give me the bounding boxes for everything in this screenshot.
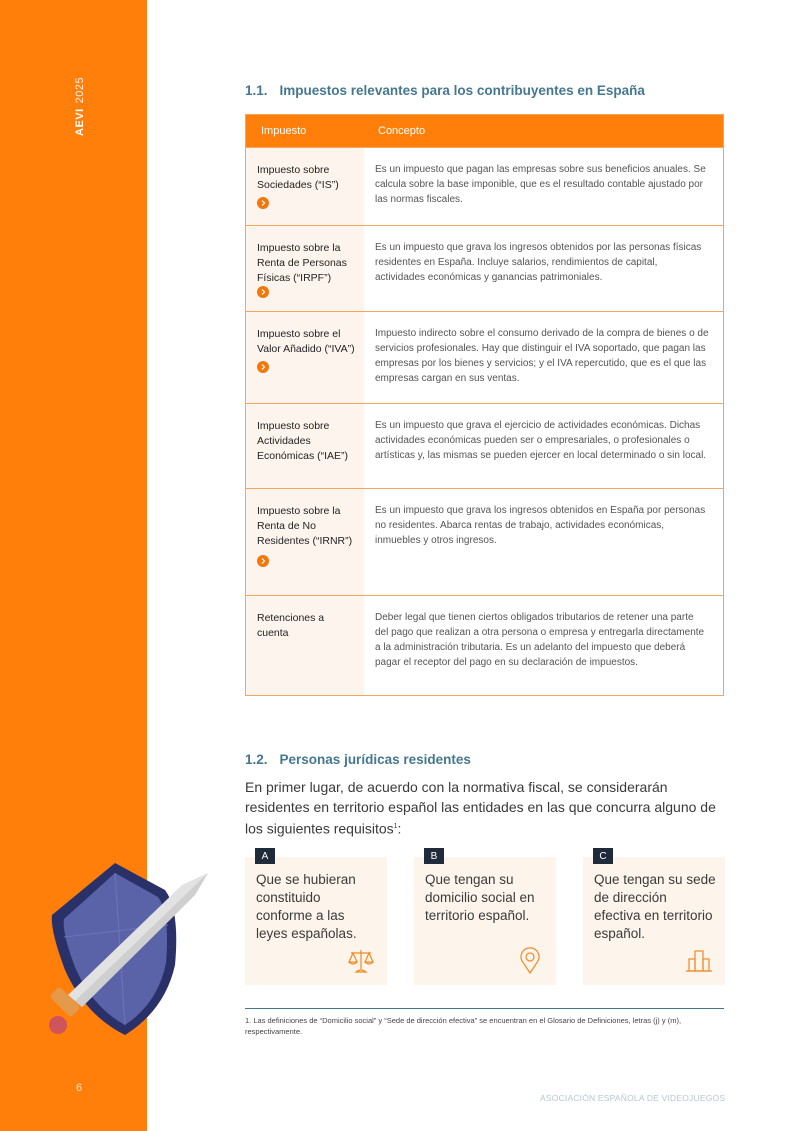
tax-name-cell	[246, 489, 364, 595]
section-number: 1.2.	[245, 752, 268, 767]
card-text: Que se hubieran constituido conforme a las leyes españolas.	[256, 872, 357, 941]
footnote-divider	[245, 1008, 724, 1009]
requirement-card-c	[583, 850, 725, 985]
tax-name: Impuesto sobre la Renta de Personas Físicas (“IRPF”)	[257, 242, 347, 284]
tax-concept: Impuesto indirecto sobre el consumo derivado de la compra de bienes o de servicios profesionales. Hay que distinguir el IVA soportado, que pagan las empresas por los bienes y servicios; y el IVA repercutido, que es el que las empresas cargan en sus ventas.	[375, 328, 709, 384]
chevron-right-icon[interactable]	[257, 197, 269, 209]
table-row	[246, 225, 723, 311]
report-brand: AEVI	[74, 108, 86, 136]
intro-text: En primer lugar, de acuerdo con la normativa fiscal, se considerarán residentes en territorio español las entidades en las que concurra alguno de los siguientes requisitos	[245, 779, 716, 837]
tax-name-cell	[246, 312, 364, 403]
tax-name-cell	[246, 148, 364, 225]
section-title-text: Personas jurídicas residentes	[279, 752, 471, 767]
chevron-right-icon[interactable]	[257, 286, 269, 298]
requirement-card-b	[414, 850, 556, 985]
scales-icon	[347, 947, 375, 975]
tax-concept: Es un impuesto que grava los ingresos obtenidos en España por personas no residentes. Abarca rentas de trabajo, actividades económicas, inmuebles y otros ingresos.	[375, 505, 706, 546]
section-1-1-title	[245, 83, 645, 98]
chevron-right-icon[interactable]	[257, 555, 269, 567]
tax-name-cell	[246, 596, 364, 695]
tax-name: Impuesto sobre Sociedades (“IS”)	[257, 164, 339, 191]
table-row	[246, 147, 723, 225]
shield-sword-illustration	[40, 855, 215, 1040]
tax-concept: Es un impuesto que grava el ejercicio de actividades económicas. Dichas actividades económicas pueden ser o empresariales, o profesionales o artísticas y, las mismas se pueden ejercer en local determinado o sin local.	[375, 420, 707, 461]
tax-name-cell	[246, 404, 364, 488]
chevron-right-icon[interactable]	[257, 361, 269, 373]
footnote-ref[interactable]: 1	[393, 823, 398, 830]
tax-concept: Deber legal que tienen ciertos obligados tributarios de retener una parte del pago que realizan a otra persona o empresa y entregarla directamente a la administración tributaria. Es un adelanto del impuesto que deberá pagar el receptor del pago en su declaración de impuestos.	[375, 612, 705, 668]
table-row	[246, 403, 723, 488]
tax-concept: Es un impuesto que grava los ingresos obtenidos por las personas físicas residentes en España. Incluye salarios, rendimientos de capital, actividades económicas y ganancias patrimoniales.	[375, 242, 702, 283]
section-title-text: Impuestos relevantes para los contribuyentes en España	[279, 83, 645, 98]
table-header	[246, 115, 723, 147]
table-row	[246, 488, 723, 595]
tax-name-cell	[246, 226, 364, 311]
requirement-card-a	[245, 850, 387, 985]
header-impuesto: Impuesto	[261, 125, 307, 137]
card-text: Que tengan su domicilio social en territorio español.	[425, 872, 535, 923]
report-year: 2025	[74, 76, 86, 104]
header-concepto: Concepto	[378, 125, 426, 137]
card-text: Que tengan su sede de dirección efectiva en territorio español.	[594, 872, 716, 941]
table-row	[246, 595, 723, 695]
section-number: 1.1.	[245, 83, 268, 98]
footer-organization: ASOCIACIÓN ESPAÑOLA DE VIDEOJUEGOS	[540, 1093, 726, 1103]
tax-name: Retenciones a cuenta	[257, 612, 325, 639]
intro-end: :	[397, 820, 402, 837]
table-row	[246, 311, 723, 403]
tax-name: Impuesto sobre la Renta de No Residentes (“IRNR”)	[257, 505, 353, 547]
tax-concept: Es un impuesto que pagan las empresas sobre sus beneficios anuales. Se calcula sobre la base imponible, que es el resultado contable ajustado por las normas fiscales.	[375, 164, 706, 205]
location-pin-icon	[516, 947, 544, 975]
section-1-2-title	[245, 752, 471, 767]
buildings-icon	[685, 947, 713, 975]
page-number: 6	[76, 1082, 83, 1094]
tax-name: Impuesto sobre el Valor Añadido (“IVA”)	[257, 328, 355, 355]
intro-paragraph	[245, 777, 725, 839]
vertical-report-label	[74, 77, 86, 136]
card-letter: C	[593, 848, 613, 864]
footnote: 1. Las definiciones de “Domicilio social” y “Sede de dirección efectiva” se encuentran en el Glosario de Definiciones, letras (j) y (m), respectivamente.	[245, 1016, 682, 1036]
card-letter: B	[424, 848, 444, 864]
tax-table	[245, 114, 724, 696]
card-letter: A	[255, 848, 275, 864]
tax-name: Impuesto sobre Actividades Económicas (“IAE”)	[257, 420, 349, 462]
